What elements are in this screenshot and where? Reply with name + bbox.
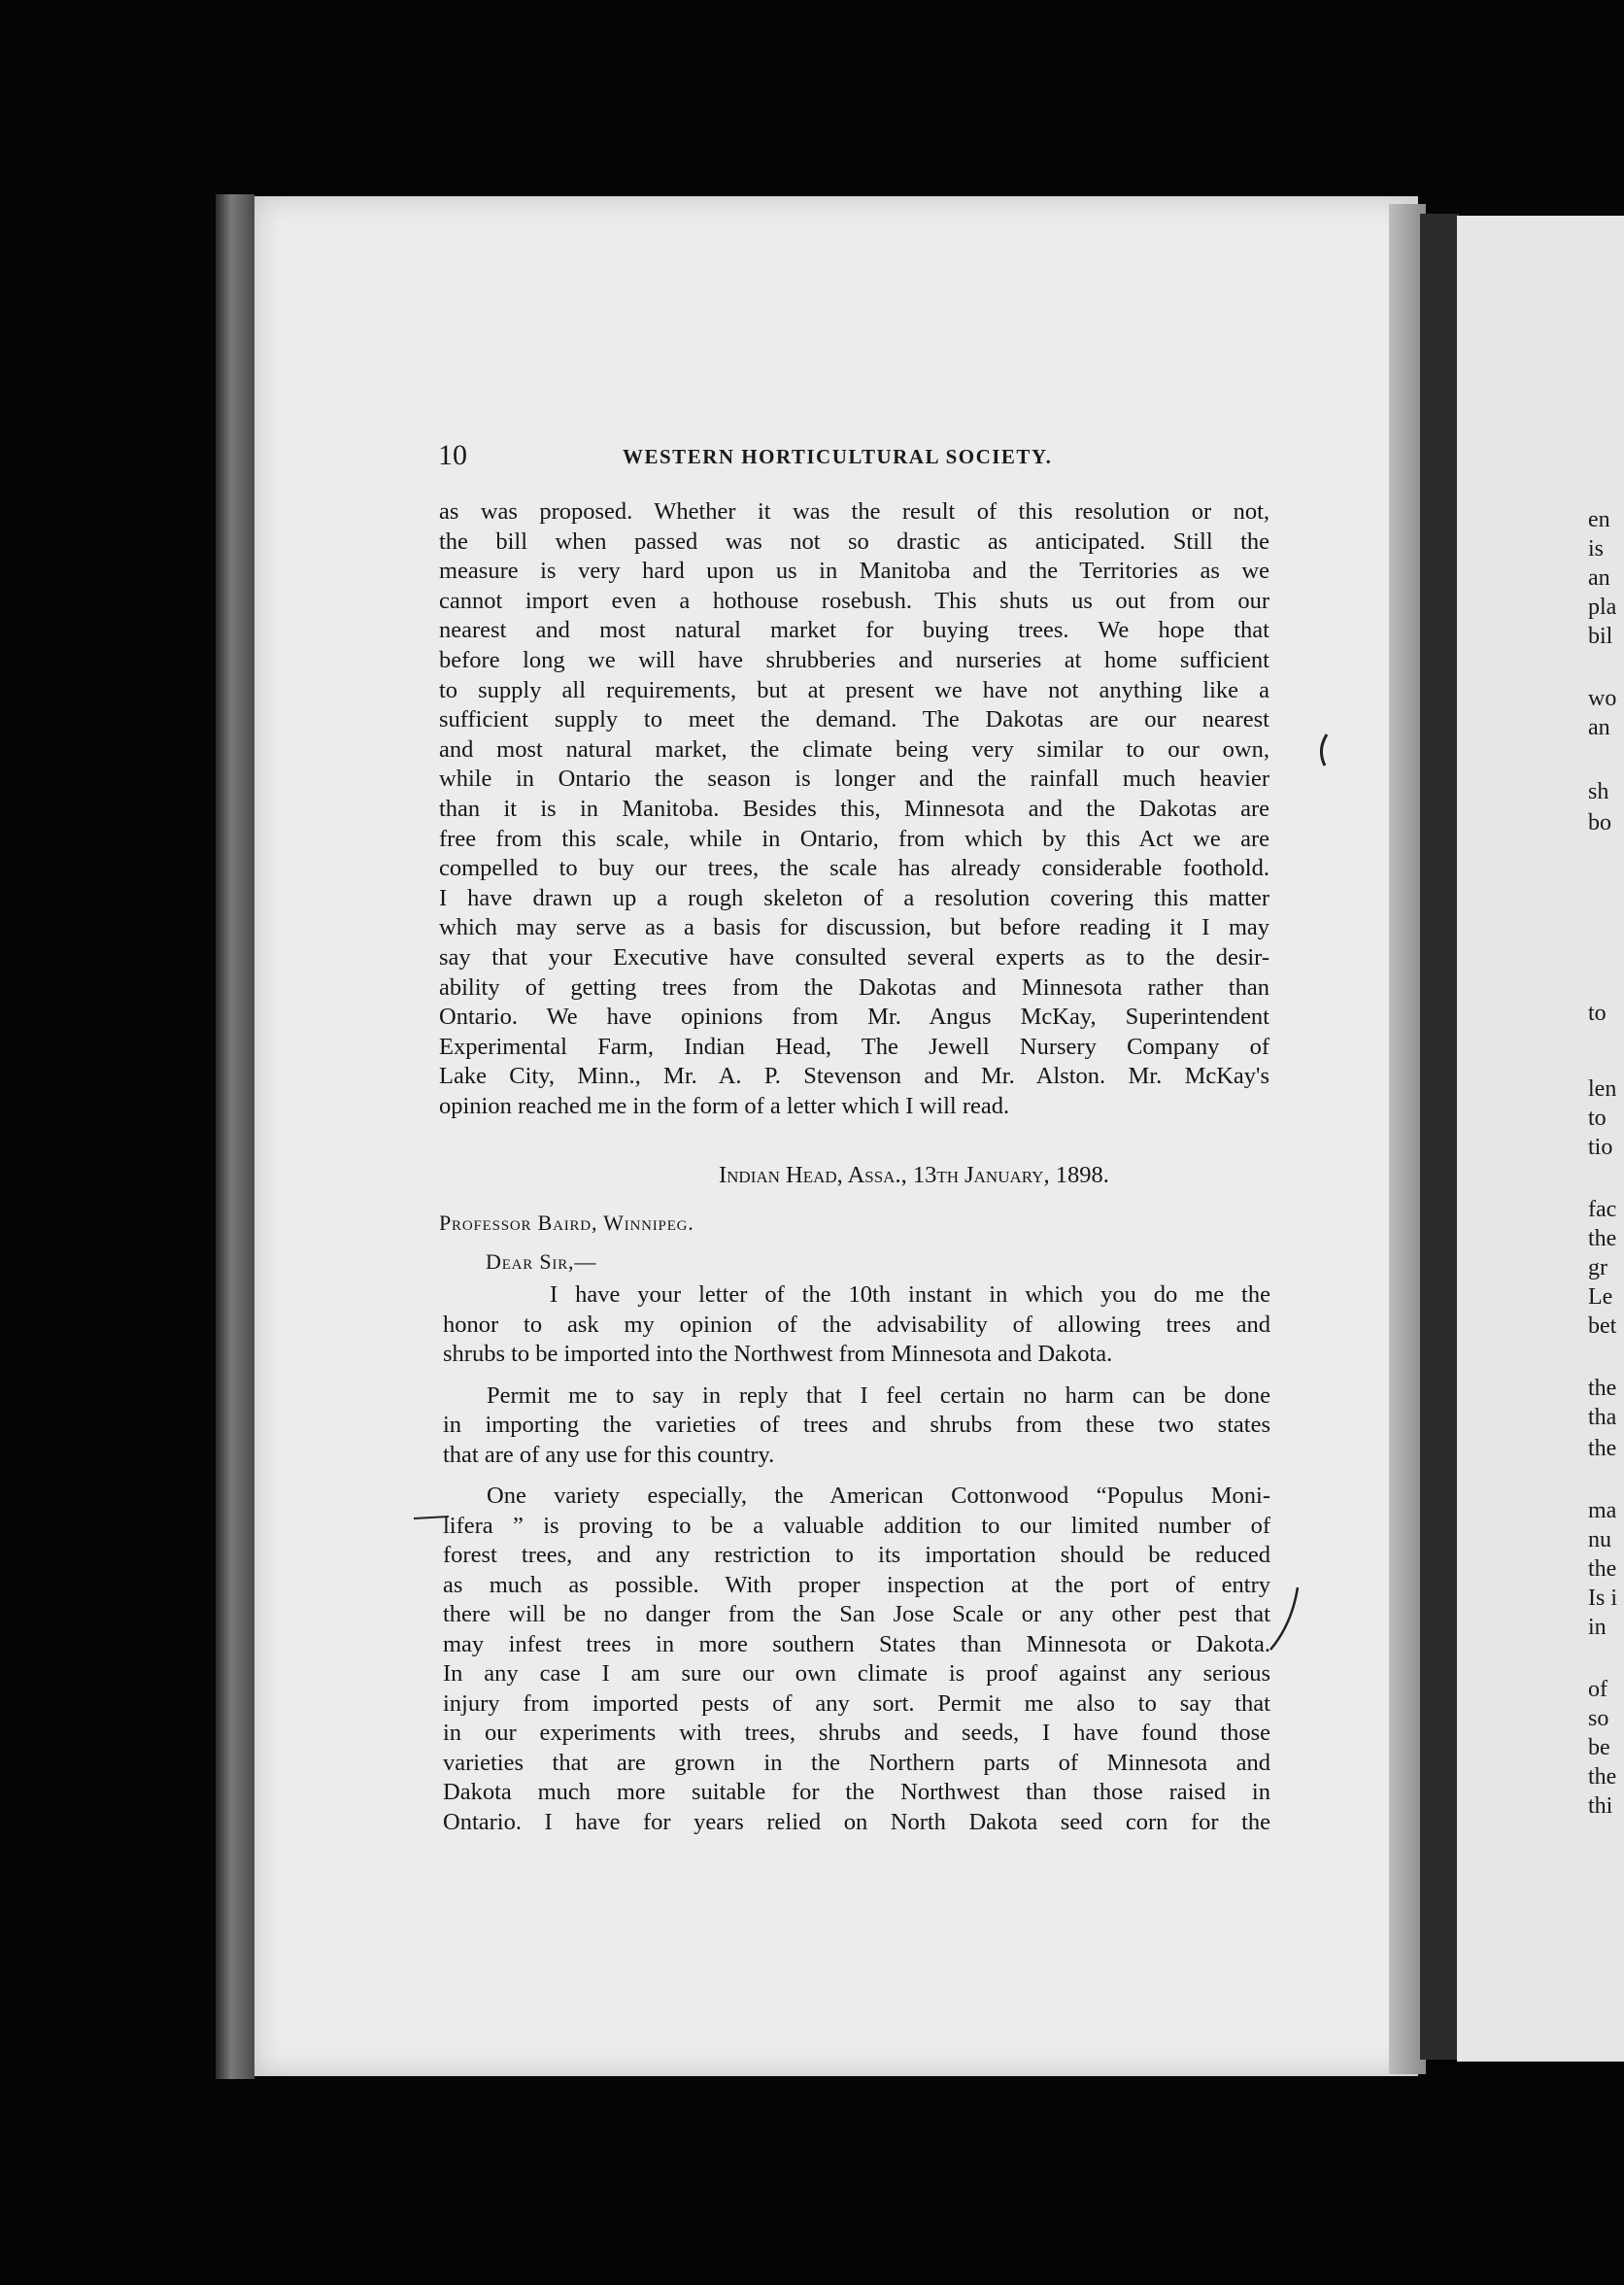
facing-page-fragment: the [1588, 1764, 1617, 1790]
page-number: 10 [438, 439, 467, 471]
text-line: injury from imported pests of any sort. Permit me also to say that [443, 1689, 1270, 1717]
letter-paragraph [443, 1280, 1270, 1370]
letter-salutation: Dear Sir,— [486, 1249, 597, 1274]
facing-page-fragment: the [1588, 1556, 1617, 1582]
text-line: In any case I am sure our own climate is proof against any serious [443, 1660, 1270, 1687]
text-line: varieties that are grown in the Northern parts of Minnesota and [443, 1749, 1270, 1776]
facing-page-fragment: Is i [1588, 1586, 1617, 1611]
facing-page-fragment: len [1588, 1076, 1617, 1102]
text-line: Ontario. We have opinions from Mr. Angus McKay, Superintendent [439, 1004, 1269, 1031]
text-line: that are of any use for this country. [443, 1441, 775, 1468]
text-line: than it is in Manitoba. Besides this, Minnesota and the Dakotas are [439, 795, 1269, 822]
text-line: as was proposed. Whether it was the result of this resolution or not, [439, 498, 1269, 525]
text-line: sufficient supply to meet the demand. The Dakotas are our nearest [439, 706, 1269, 733]
book-binding-edge [216, 194, 254, 2079]
page-header [438, 439, 1269, 478]
text-line: opinion reached me in the form of a letter which I will read. [439, 1092, 1010, 1119]
text-line: which may serve as a basis for discussion, but before reading it I may [439, 914, 1269, 941]
facing-page-fragment: bet [1588, 1313, 1617, 1339]
text-line: Permit me to say in reply that I feel certain no harm can be done [487, 1381, 1270, 1409]
facing-page-fragment: the [1588, 1436, 1617, 1461]
facing-page-fragment: in [1588, 1615, 1607, 1640]
letter-paragraph [443, 1381, 1270, 1471]
text-line: Dakota much more suitable for the Northwest than those raised in [443, 1779, 1270, 1805]
text-line: honor to ask my opinion of the advisability of allowing trees and [443, 1311, 1270, 1338]
facing-page-fragment: fac [1588, 1197, 1617, 1222]
text-line: as much as possible. With proper inspection at the port of entry [443, 1571, 1270, 1598]
facing-page-fragment: of [1588, 1677, 1607, 1702]
text-line: lifera ” is proving to be a valuable addition to our limited number of [443, 1512, 1270, 1539]
text-line: shrubs to be imported into the Northwest from Minnesota and Dakota. [443, 1341, 1113, 1367]
text-line: the bill when passed was not so drastic as anticipated. Still the [439, 528, 1269, 555]
letter-paragraph [443, 1482, 1270, 1837]
text-line: in importing the varieties of trees and shrubs from these two states [443, 1412, 1270, 1438]
facing-page-fragment: be [1588, 1735, 1610, 1760]
text-line: there will be no danger from the San Jose Scale or any other pest that [443, 1601, 1270, 1627]
facing-page-fragment: the [1588, 1226, 1617, 1251]
facing-page-fragment: is [1588, 536, 1605, 562]
margin-bracket-mark [1313, 731, 1333, 769]
facing-page-fragment: to [1588, 1001, 1607, 1026]
text-line: Experimental Farm, Indian Head, The Jewell Nursery Company of [439, 1033, 1269, 1060]
letter-dateline: Indian Head, Assa., 13th January, 1898. [719, 1162, 1109, 1188]
text-line: cannot import even a hothouse rosebush. This shuts us out from our [439, 587, 1269, 614]
book-gutter [1420, 214, 1459, 2060]
facing-page-fragment: the [1588, 1376, 1617, 1401]
text-line: say that your Executive have consulted several experts as to the desir- [439, 943, 1269, 971]
facing-page-fragment: an [1588, 565, 1610, 591]
facing-page-fragment: tha [1588, 1405, 1617, 1430]
text-line: and most natural market, the climate being very similar to our own, [439, 735, 1269, 763]
facing-page-fragment: thi [1588, 1793, 1613, 1819]
text-line: measure is very hard upon us in Manitoba and the Territories as we [439, 558, 1269, 585]
letter-addressee: Professor Baird, Winnipeg. [439, 1211, 694, 1235]
facing-page [1457, 216, 1624, 2062]
margin-dash-mark [412, 1512, 451, 1525]
facing-page-fragment: Le [1588, 1284, 1613, 1310]
text-line: free from this scale, while in Ontario, from which by this Act we are [439, 825, 1269, 852]
text-line: compelled to buy our trees, the scale has already considerable foothold. [439, 855, 1269, 882]
running-head: WESTERN HORTICULTURAL SOCIETY. [623, 445, 1053, 468]
text-line: One variety especially, the American Cottonwood “Populus Moni- [487, 1483, 1270, 1509]
text-line: Lake City, Minn., Mr. A. P. Stevenson and Mr. Alston. Mr. McKay's [439, 1063, 1269, 1090]
text-line: while in Ontario the season is longer and the rainfall much heavier [439, 766, 1269, 793]
facing-page-fragment: an [1588, 715, 1610, 740]
text-line: I have your letter of the 10th instant in which you do me the [550, 1281, 1270, 1308]
facing-page-fragment: bil [1588, 624, 1613, 649]
facing-page-fragment: en [1588, 507, 1610, 532]
text-line: may infest trees in more southern States than Minnesota or Dakota. [443, 1630, 1270, 1657]
text-line: forest trees, and any restriction to its importation should be reduced [443, 1542, 1270, 1568]
facing-page-fragment: nu [1588, 1527, 1611, 1552]
text-line: Ontario. I have for years relied on North Dakota seed corn for the [443, 1808, 1270, 1835]
body-paragraph [439, 497, 1269, 1121]
text-line: nearest and most natural market for buying trees. We hope that [439, 617, 1269, 644]
text-line: to supply all requirements, but at present we have not anything like a [439, 676, 1269, 703]
facing-page-fragment: sh [1588, 779, 1609, 804]
text-line: in our experiments with trees, shrubs and seeds, I have found those [443, 1720, 1270, 1746]
facing-page-fragment: to [1588, 1106, 1607, 1131]
facing-page-fragment: so [1588, 1706, 1609, 1731]
facing-page-fragment: bo [1588, 810, 1611, 836]
facing-page-fragment: ma [1588, 1498, 1617, 1523]
facing-page-fragment: tio [1588, 1135, 1613, 1160]
facing-page-fragment: gr [1588, 1255, 1607, 1280]
letter-body [443, 1280, 1270, 1837]
text-line: before long we will have shrubberies and nurseries at home sufficient [439, 646, 1269, 673]
text-line: ability of getting trees from the Dakotas and Minnesota rather than [439, 973, 1269, 1001]
margin-pencil-mark [1263, 1586, 1302, 1654]
facing-page-fragment: wo [1588, 686, 1617, 711]
text-line: I have drawn up a rough skeleton of a resolution covering this matter [439, 884, 1269, 911]
facing-page-fragment: pla [1588, 595, 1617, 620]
